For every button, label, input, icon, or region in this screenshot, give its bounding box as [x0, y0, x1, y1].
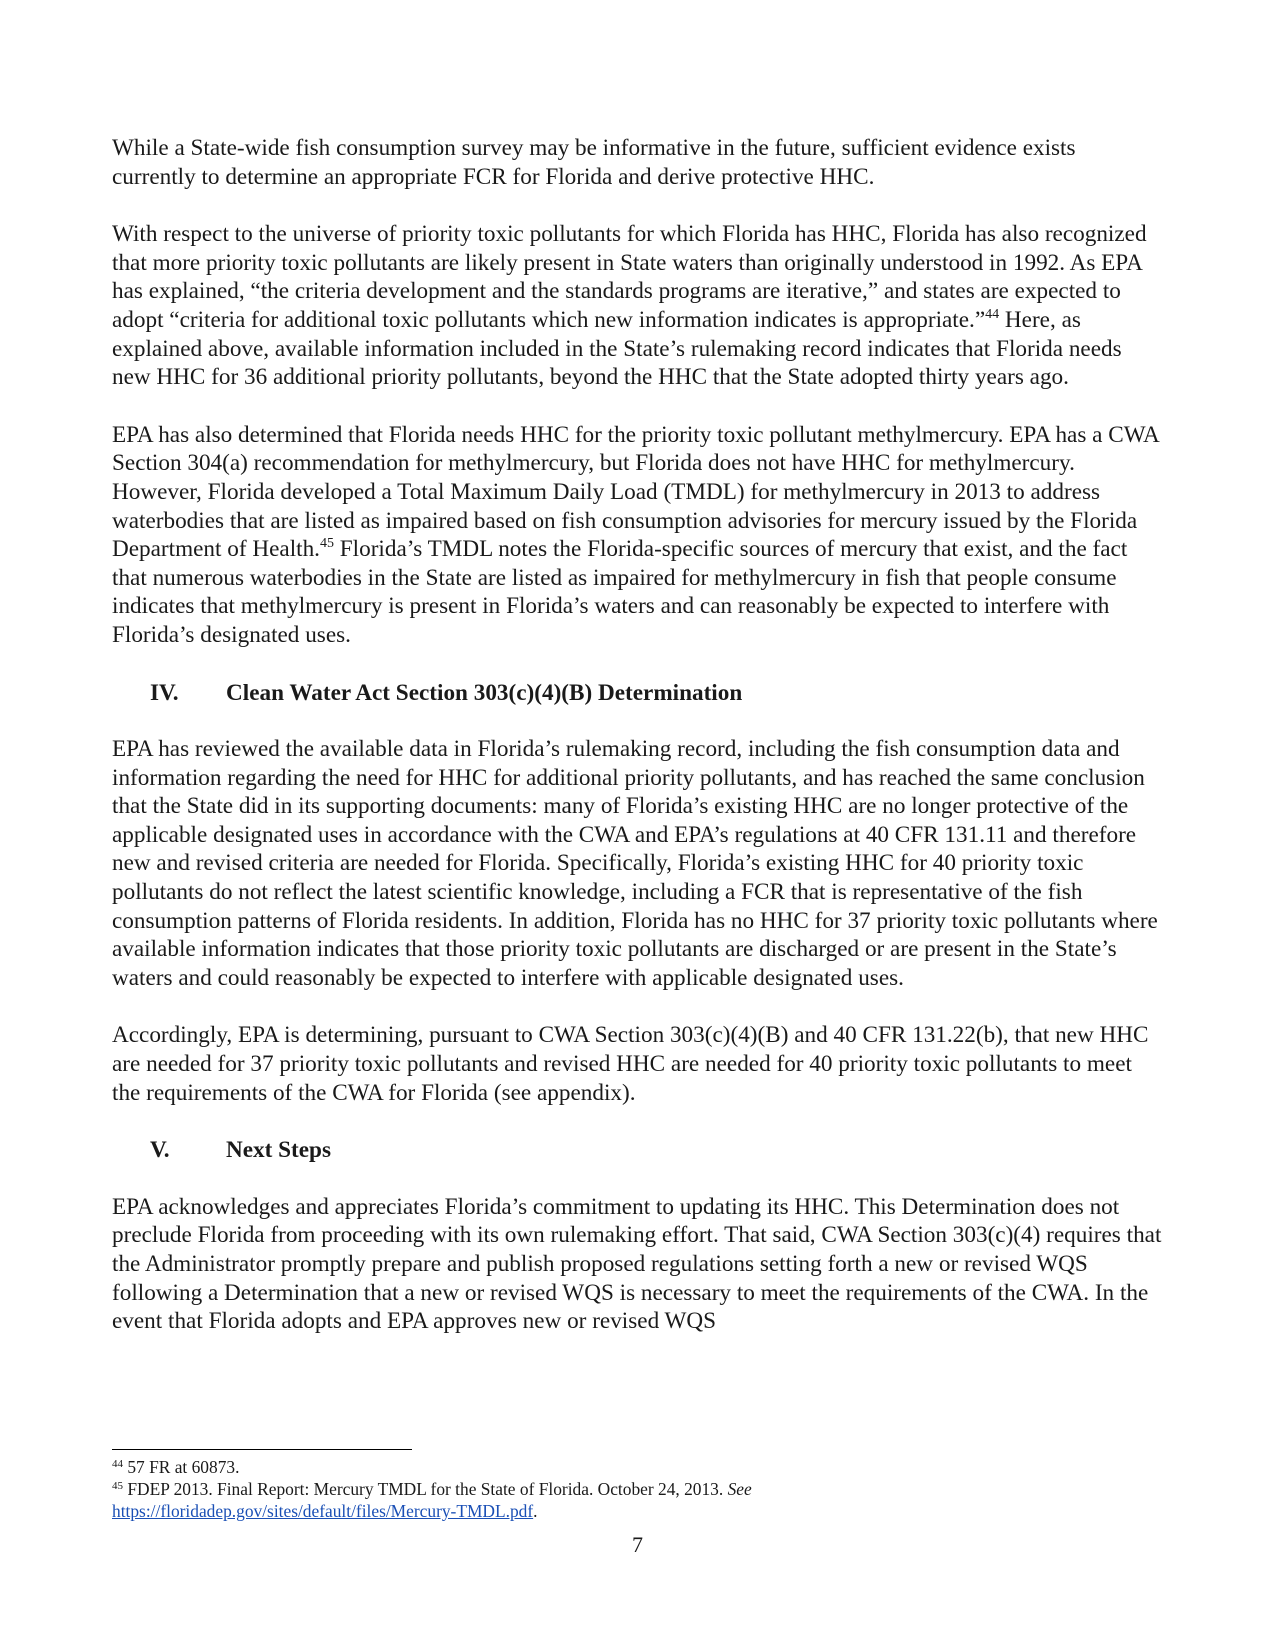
- paragraph-priority-pollutants: [112, 220, 1164, 392]
- footnote-ref-44[interactable]: 44: [985, 306, 1000, 322]
- page-number: 7: [632, 1532, 643, 1557]
- section-heading-v: [112, 1136, 1164, 1165]
- footnote-44: [112, 1456, 1164, 1478]
- footnote-number: 44: [112, 1458, 123, 1470]
- footnote-text: FDEP 2013. Final Report: Mercury TMDL for the State of Florida. October 24, 2013.: [123, 1479, 728, 1499]
- document-body: [112, 134, 1164, 1365]
- footnote-ref-45[interactable]: 45: [319, 536, 334, 552]
- paragraph-next-steps: EPA acknowledges and appreciates Florida’s commitment to updating its HHC. This Determination does not preclude Florida from proceeding with its own rulemaking effort. That said, CWA Section 303(c)(4) requires that the Administrator promptly prepare and publish proposed regulations setting forth a new or revised WQS following a Determination that a new or revised WQS is necessary to meet the requirements of the CWA. In the event that Florida adopts and EPA approves new or revised WQS: [112, 1193, 1162, 1335]
- paragraph-text: Florida’s TMDL notes the Florida-specific sources of mercury that exist, and the fact that numerous waterbodies in the State are listed as impaired for methylmercury in fish that people consume indicates that methylmercury is present in Florida’s waters and can reasonably be expected to interfere with Florida’s designated uses.: [112, 536, 1128, 648]
- footnote-period: .: [533, 1501, 538, 1521]
- section-number: IV.: [150, 679, 179, 706]
- footnote-link[interactable]: https://floridadep.gov/sites/default/files/Mercury-TMDL.pdf: [112, 1501, 534, 1521]
- section-title: Clean Water Act Section 303(c)(4)(B) Determination: [226, 679, 743, 706]
- paragraph-epa-review: EPA has reviewed the available data in Florida’s rulemaking record, including the fish consumption data and information regarding the need for HHC for additional priority pollutants, and has reached the same conclusion that the State did in its supporting documents: many of Florida’s existing HHC are no longer protective of the applicable designated uses in accordance with the CWA and EPA’s regulations at 40 CFR 131.11 and therefore new and revised criteria are needed for Florida. Specifically, Florida’s existing HHC for 40 priority toxic pollutants do not reflect the latest scientific knowledge, including a FCR that is representative of the fish consumption patterns of Florida residents. In addition, Florida has no HHC for 37 priority toxic pollutants where available information indicates that those priority toxic pollutants are discharged or are present in the State’s waters and could reasonably be expected to interfere with applicable designated uses.: [112, 736, 1158, 991]
- footnote-divider: [112, 1449, 412, 1450]
- paragraph-text: With respect to the universe of priority toxic pollutants for which Florida has HHC, Florida has also recognized that more priority toxic pollutants are likely present in State waters than originally understood in 1992. As EPA has explained, “the criteria development and the standards programs are iterative,” and states are expected to adopt “criteria for additional toxic pollutants which new information indicates is appropriate.”: [112, 221, 1147, 333]
- footnote-see: See: [727, 1479, 752, 1499]
- paragraph-methylmercury: [112, 421, 1164, 650]
- section-heading-iv: [112, 679, 1164, 708]
- paragraph-text: EPA has also determined that Florida needs HHC for the priority toxic pollutant methylmercury. EPA has a CWA Section 304(a) recommendation for methylmercury, but Florida does not have HHC for methylmercury. However, Florida developed a Total Maximum Daily Load (TMDL) for methylmercury in 2013 to address waterbodies that are listed as impaired based on fish consumption advisories for mercury issued by the Florida Department of Health.: [112, 421, 1159, 563]
- footnote-45: [112, 1478, 1164, 1522]
- paragraph-fish-survey: While a State-wide fish consumption survey may be informative in the future, sufficient evidence exists currently to determine an appropriate FCR for Florida and derive protective HHC.: [112, 135, 1076, 190]
- footnotes: [112, 1449, 1164, 1522]
- footnote-number: 45: [112, 1480, 123, 1492]
- section-number: V.: [150, 1137, 170, 1164]
- section-title: Next Steps: [226, 1137, 331, 1164]
- paragraph-determination: Accordingly, EPA is determining, pursuant to CWA Section 303(c)(4)(B) and 40 CFR 131.22(b), that new HHC are needed for 37 priority toxic pollutants and revised HHC are needed for 40 priority toxic pollutants to meet the requirements of the CWA for Florida (see appendix).: [112, 1022, 1149, 1106]
- paragraph-text: Here, as explained above, available information included in the State’s rulemaking record indicates that Florida needs new HHC for 36 additional priority pollutants, beyond the HHC that the State adopted thirty years ago.: [112, 306, 1122, 391]
- footnote-text: 57 FR at 60873.: [123, 1457, 240, 1477]
